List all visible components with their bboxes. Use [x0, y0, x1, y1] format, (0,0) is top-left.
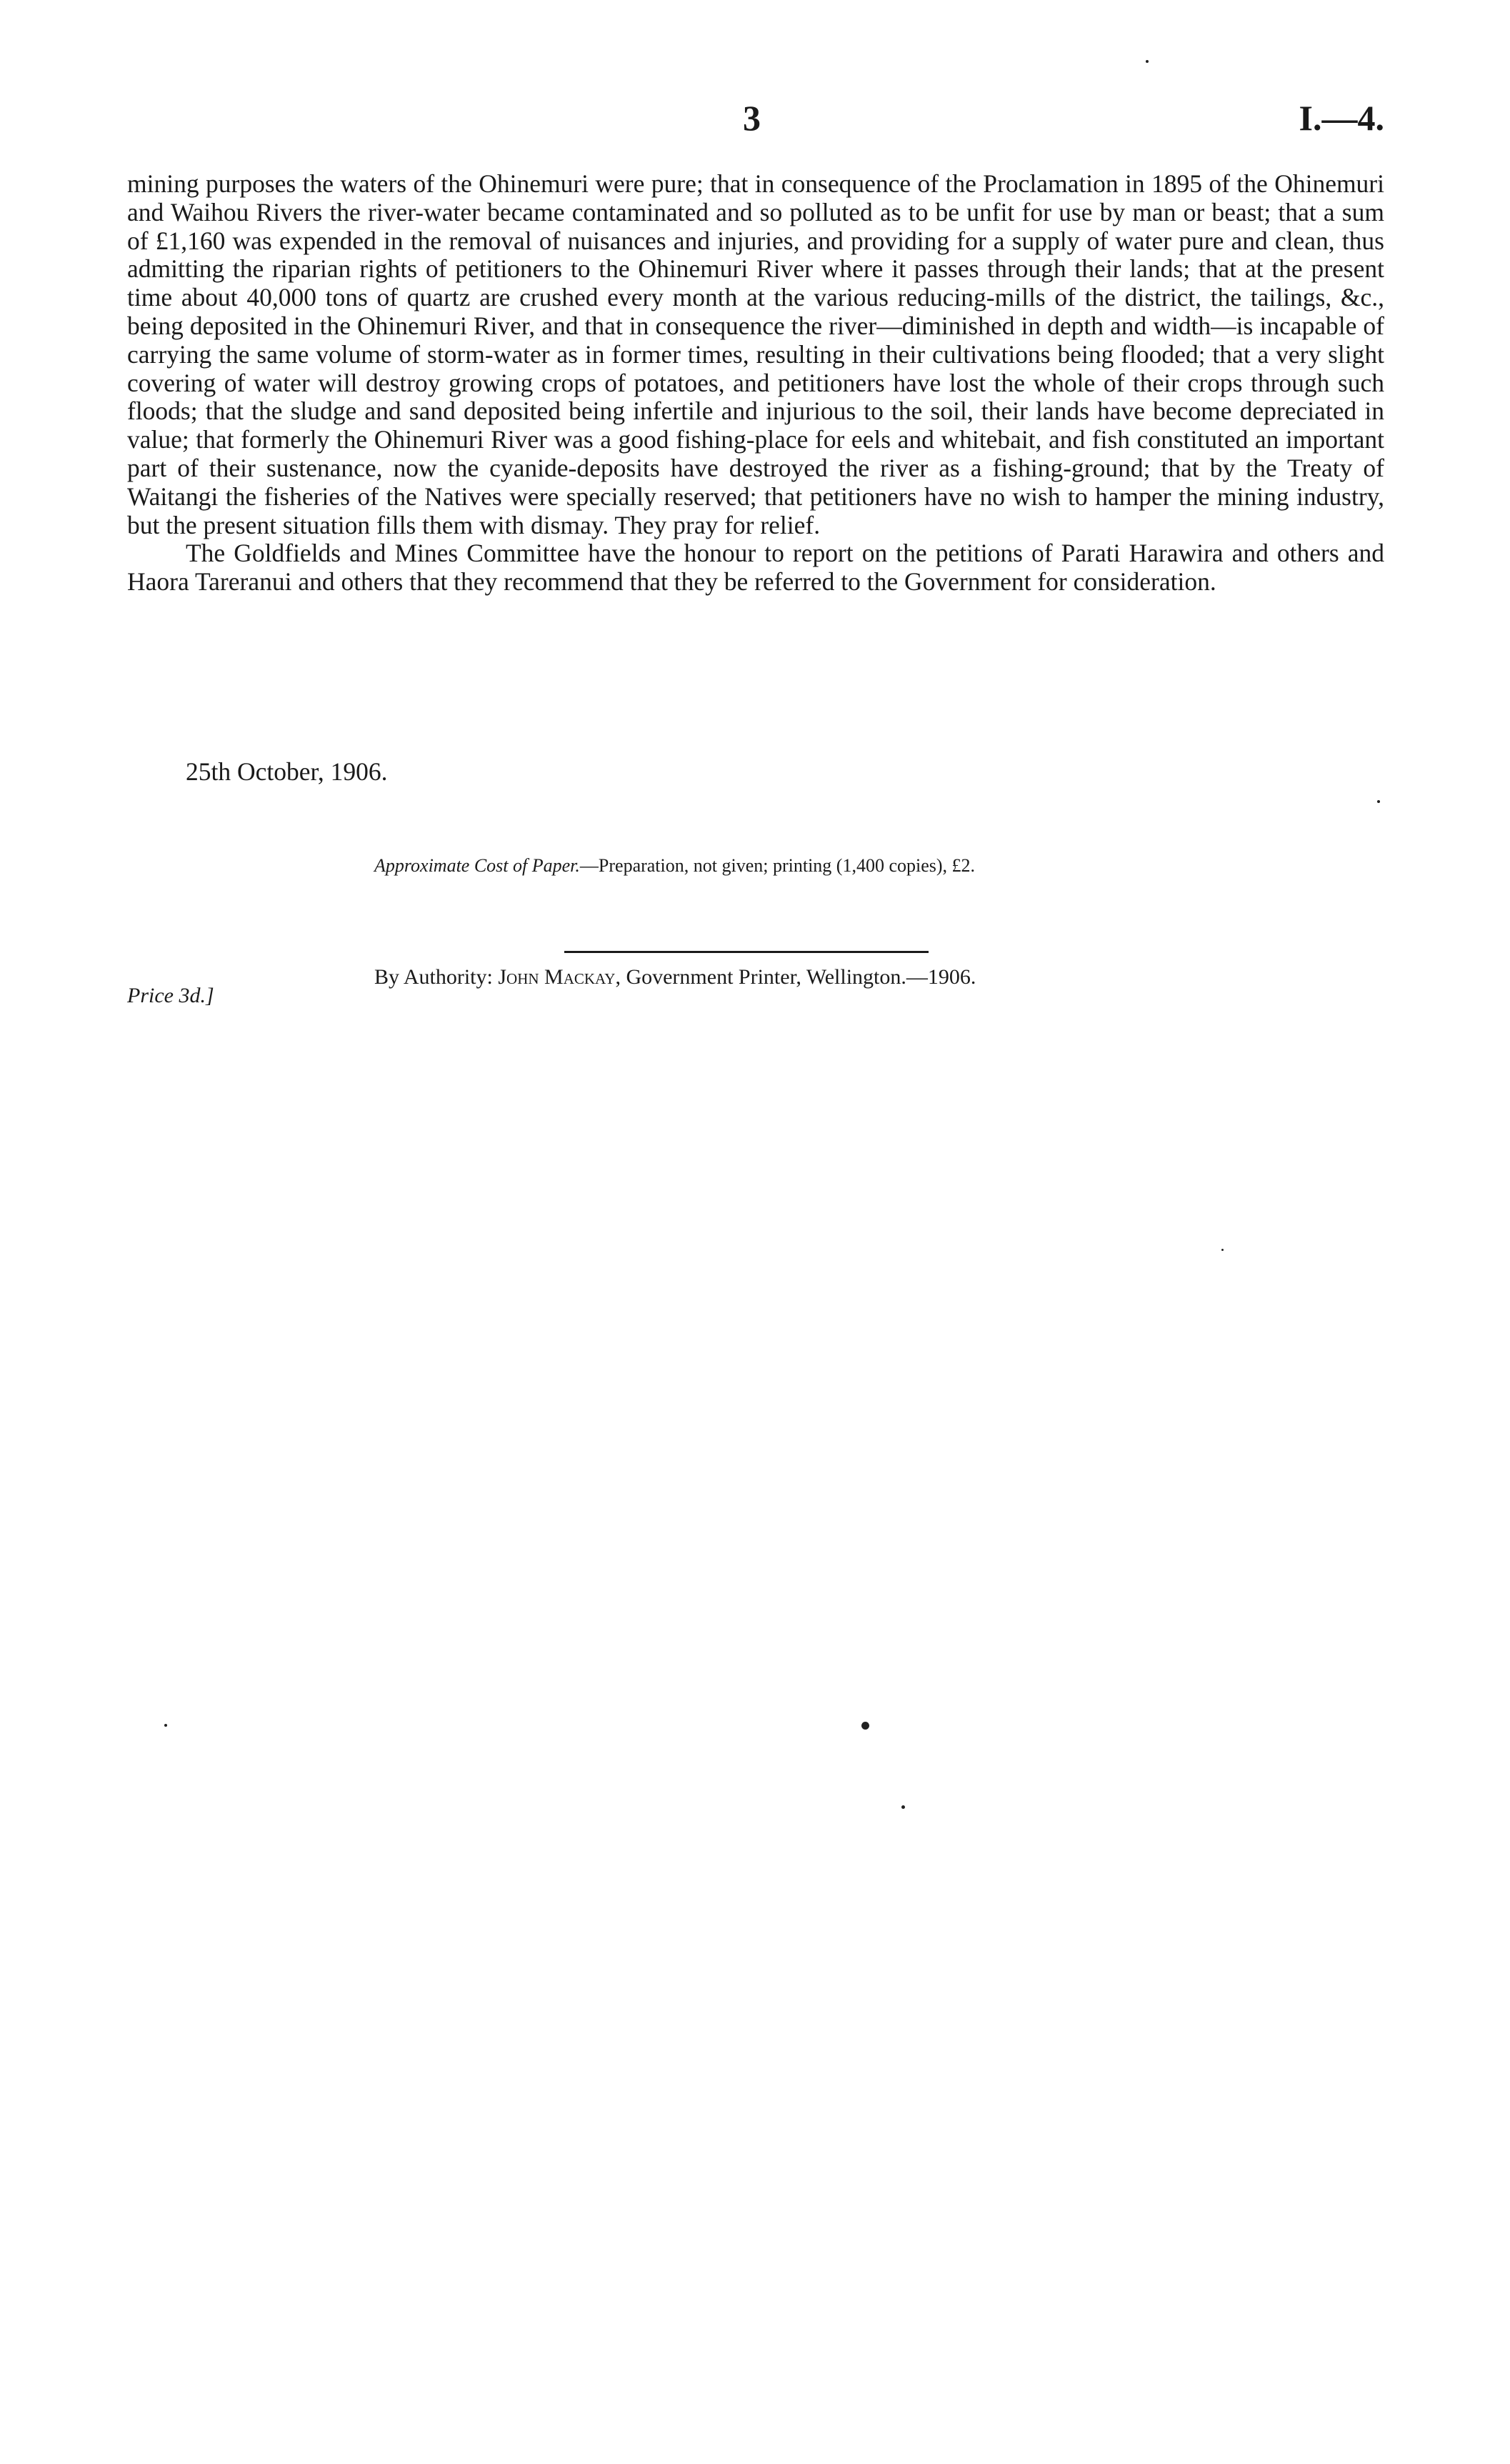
- scan-speck: [1221, 1249, 1224, 1251]
- cost-label: Approximate Cost of Paper.: [374, 855, 580, 876]
- cost-text: —Preparation, not given; printing (1,400 copies), £2.: [579, 855, 976, 876]
- cost-of-paper-line: [374, 854, 975, 877]
- scan-speck: [1146, 60, 1149, 63]
- paper-series-number: I.—4.: [1299, 98, 1384, 138]
- authority-suffix: , Government Printer, Wellington.—1906.: [615, 965, 976, 989]
- authority-prefix: By Authority:: [374, 965, 499, 989]
- printer-name: John Mackay: [498, 965, 616, 989]
- scan-speck: [861, 1722, 869, 1730]
- scan-speck: [901, 1805, 905, 1809]
- paragraph-petition-summary: mining purposes the waters of the Ohinemuri were pure; that in consequence of the Proclamation in 1895 of the Ohinemuri and Waihou Rivers the river-water became contaminated and so polluted as to be unfit for use by man or beast; that a sum of £1,160 was expended in the removal of nuisances and injuries, and providing for a supply of water pure and clean, thus admitting the riparian rights of petitioners to the Ohinemuri River where it passes through their lands; that at the present time about 40,000 tons of quartz are crushed every month at the various reducing-mills of the district, the tailings, &c., being deposited in the Ohinemuri River, and that in consequence the river—diminished in depth and width—is incapable of carrying the same volume of storm-water as in former times, resulting in their cultivations being flooded; that a very slight covering of water will destroy growing crops of potatoes, and petitioners have lost the whole of their crops through such floods; that the sludge and sand deposited being infertile and injurious to the soil, their lands have become depreciated in value; that formerly the Ohinemuri River was a good fishing-place for eels and whitebait, and fish constituted an important part of their sustenance, now the cyanide-deposits have destroyed the river as a fishing-ground; that by the Treaty of Waitangi the fisheries of the Natives were specially reserved; that petitioners have no wish to hamper the mining industry, but the present situation fills them with dismay. They pray for relief.: [127, 169, 1384, 539]
- page-number: 3: [743, 98, 761, 138]
- footer-divider: [564, 951, 929, 953]
- authority-line: [374, 964, 976, 990]
- price-label: Price 3d.]: [127, 984, 214, 1007]
- scan-speck: [164, 1724, 167, 1727]
- body-text: [127, 170, 1384, 597]
- scan-speck: [1377, 800, 1380, 803]
- report-date: 25th October, 1906.: [186, 757, 388, 786]
- paragraph-committee-report: The Goldfields and Mines Committee have the honour to report on the petitions of Parati Harawira and others and Haora Tareranui and others that they recommend that they be referred to the Government for consideration.: [127, 539, 1384, 597]
